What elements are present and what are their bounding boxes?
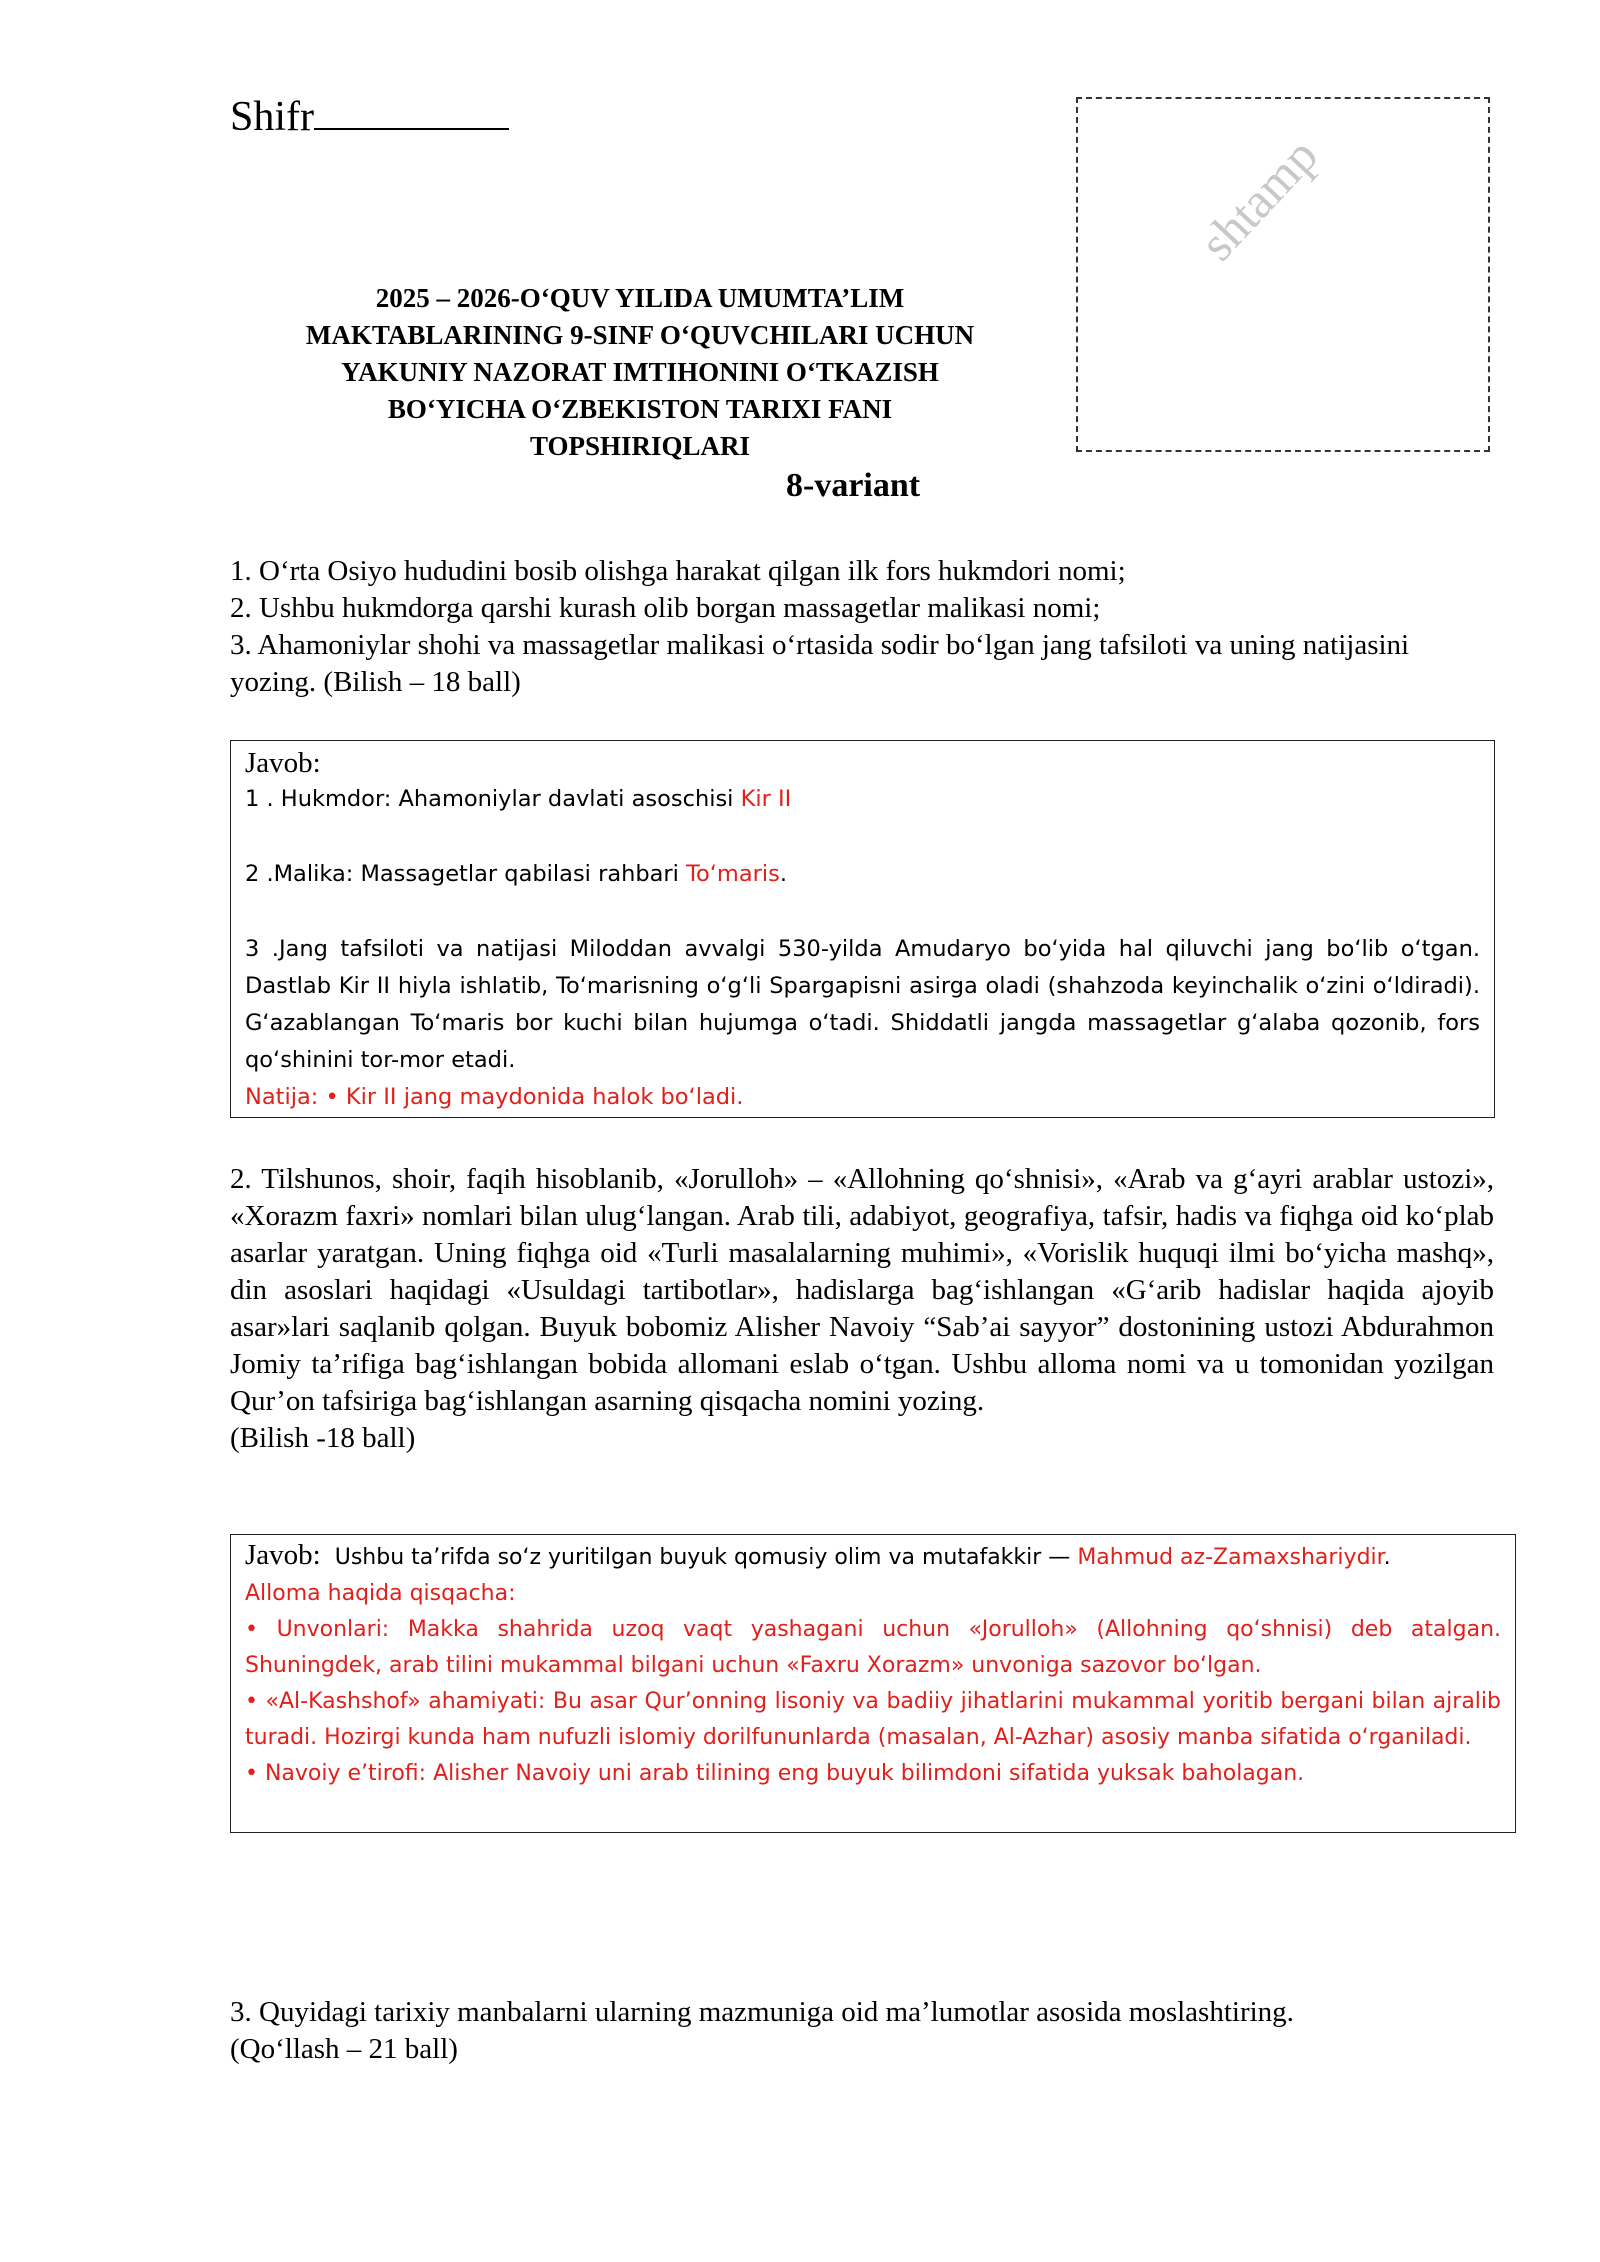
answer-2-bullet: • «Al-Kashshof» ahamiyati: Bu asar Qur’onning lisoniy va badiiy jihatlarini mukammal yoritib bergani bilan ajralib turadi. Hozirgi kunda ham nufuzli islomiy dorilfununlarda (masalan, Al-Azhar) asosiy manba sifatida o‘rganiladi.	[245, 1689, 1501, 1750]
title-line: YAKUNIY NAZORAT IMTIHONINI O‘TKAZISH	[341, 357, 939, 387]
cipher-label: Shifr	[230, 94, 314, 140]
answer-box-2	[230, 1534, 1516, 1833]
title-line: 2025 – 2026-O‘QUV YILIDA UMUMTA’LIM	[375, 283, 905, 313]
scholar-name: Mahmud az-Zamaxshariydir	[1077, 1545, 1384, 1570]
question-1-line: 1. O‘rta Osiyo hududini bosib olishga harakat qilgan ilk fors hukmdori nomi;	[230, 555, 1126, 587]
ruler-name: Kir II	[740, 786, 792, 812]
question-3-text: 3. Quyidagi tarixiy manbalarni ularning mazmuniga oid ma’lumotlar asosida moslashtiring.	[230, 1996, 1294, 2028]
answer-label: Javob:	[245, 747, 321, 779]
cipher-blank-line	[314, 92, 509, 130]
queen-name: To‘maris	[686, 861, 780, 887]
variant-label: 8-variant	[786, 467, 921, 504]
question-3-score: (Qo‘llash – 21 ball)	[230, 2033, 458, 2065]
question-2	[230, 1161, 1494, 1457]
answer-2-subheading: Alloma haqida qisqacha:	[245, 1581, 516, 1606]
answer-2-bullet: • Navoiy e’tirofi: Alisher Navoiy uni arab tilining eng buyuk bilimdoni sifatida yuksak baholagan.	[245, 1761, 1305, 1786]
question-3	[230, 1994, 1494, 2068]
answer-1-item-ruler: 1 . Hukmdor: Ahamoniylar davlati asoschisi Kir II	[245, 786, 792, 812]
title-line: MAKTABLARINING 9-SINF O‘QUVCHILARI UCHUN	[305, 320, 975, 350]
answer-1-item-battle: 3 .Jang tafsiloti va natijasi Miloddan avvalgi 530-yilda Amudaryo bo‘yida hal qiluvchi jang bo‘lib o‘tgan. Dastlab Kir II hiyla ishlatib, To‘marisning o‘g‘li Spargapisni asirga oladi (shahzoda keyinchalik o‘zini o‘ldiradi). G‘azablangan To‘maris bor kuchi bilan hujumga o‘tadi. Shiddatli jangda massagetlar g‘alaba qozonib, fors qo‘shinini tor-mor etadi.	[245, 936, 1480, 1073]
cipher-field	[230, 92, 509, 141]
question-2-score: (Bilish -18 ball)	[230, 1422, 416, 1454]
title-line: BO‘YICHA O‘ZBEKISTON TARIXI FANI	[387, 394, 893, 424]
answer-1-item-queen: 2 .Malika: Massagetlar qabilasi rahbari To‘maris.	[245, 861, 788, 887]
stamp-label: shtamp	[1188, 127, 1329, 271]
document-title	[230, 280, 1050, 465]
answer-label: Javob:	[245, 1539, 321, 1571]
answer-1-result: Natija: • Kir II jang maydonida halok bo‘ladi.	[245, 1084, 744, 1110]
title-line: TOPSHIRIQLARI	[529, 431, 751, 461]
answer-2-intro: Javob: Ushbu ta’rifda so‘z yuritilgan buyuk qomusiy olim va mutafakkir — Mahmud az-Zamaxshariydir.	[245, 1539, 1391, 1571]
question-1-line: 3. Ahamoniylar shohi va massagetlar malikasi o‘rtasida sodir bo‘lgan jang tafsiloti va uning natijasini yozing. (Bilish – 18 ball)	[230, 629, 1410, 698]
question-2-text: 2. Tilshunos, shoir, faqih hisoblanib, «Jorulloh» – «Allohning qo‘shnisi», «Arab va g‘ayri arablar ustozi», «Xorazm faxri» nomlari bilan ulug‘langan. Arab tili, adabiyot, geografiya, tafsir, hadis va fiqhga oid ko‘plab asarlar yaratgan. Uning fiqhga oid «Turli masalalarning muhimi», «Vorislik huquqi ilmi bo‘yicha mashq», din asoslari haqidagi «Usuldagi tartibotlar», hadislarga bag‘ishlangan «G‘arib hadislar haqida ajoyib asar»lari saqlanib qolgan. Buyuk bobomiz Alisher Navoiy “Sab’ai sayyor” dostonining ustozi Abdurahmon Jomiy ta’rifiga bag‘ishlangan bobida allomani eslab o‘tgan. Ushbu alloma nomi va u tomonidan yozilgan Qur’on tafsiriga bag‘ishlangan asarning qisqacha nomini yozing.	[230, 1163, 1494, 1417]
question-1-line: 2. Ushbu hukmdorga qarshi kurash olib borgan massagetlar malikasi nomi;	[230, 592, 1101, 624]
answer-2-bullet: • Unvonlari: Makka shahrida uzoq vaqt yashagani uchun «Jorulloh» (Allohning qo‘shnisi) deb atalgan. Shuningdek, arab tilini mukammal bilgani uchun «Faxru Xorazm» unvoniga sazovor bo‘lgan.	[245, 1617, 1501, 1678]
question-1	[230, 553, 1494, 701]
answer-box-1	[230, 740, 1495, 1118]
